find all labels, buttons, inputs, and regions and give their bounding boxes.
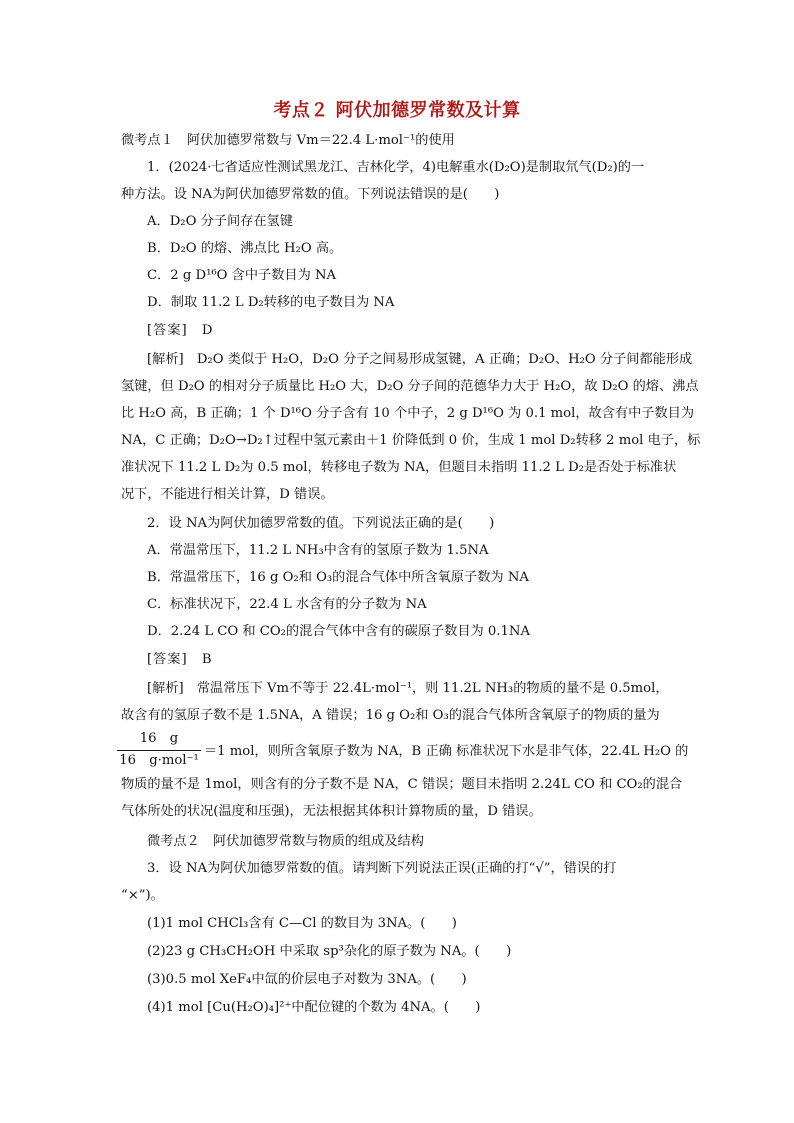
question-1-stem: 1．(2024·七省适应性测试黑龙江、吉林化学，4)电解重水(D₂O)是制取氘气(D₂)的一 — [147, 160, 645, 175]
analysis-2-line-1: [解析] 常温常压下 Vm不等于 22.4L·mol⁻¹，则 11.2L NH₃的物质的量不是 0.5mol， — [147, 681, 669, 696]
question-1-stem-cont: 种方法。设 NA为阿伏加德罗常数的值。下列说法错误的是( ) — [121, 187, 500, 202]
question-3-stem: 3．设 NA为阿伏加德罗常数的值。请判断下列说法正误(正确的打“√”，错误的打 — [147, 861, 617, 876]
item-3-1: (1)1 mol CHCl₃含有 C—Cl 的数目为 3NA。( ) — [147, 916, 457, 931]
option-2b: B．常温常压下，16 g O₂和 O₃的混合气体中所含氧原子数为 NA — [147, 570, 529, 585]
analysis-1-line-2: 氢键，但 D₂O 的相对分子质量比 H₂O 大，D₂O 分子间的范德华力大于 H₂O，故 D₂O 的熔、沸点 — [121, 379, 699, 394]
page-title: 考点２ 阿伏加德罗常数及计算 — [273, 100, 521, 121]
section-heading-1: 微考点１ 阿伏加德罗常数与 Vm＝22.4 L·mol⁻¹的使用 — [121, 133, 455, 148]
option-1b: B．D₂O 的熔、沸点比 H₂O 高。 — [147, 241, 343, 256]
answer-1: [答案] D — [147, 323, 214, 338]
question-2-stem: 2．设 NA为阿伏加德罗常数的值。下列说法正确的是( ) — [147, 516, 495, 531]
section-heading-2: 微考点２ 阿伏加德罗常数与物质的组成及结构 — [147, 834, 424, 849]
option-1a: A．D₂O 分子间存在氢键 — [147, 214, 293, 229]
analysis-1-line-3: 比 H₂O 高，B 正确；1 个 D¹⁶O 分子含有 10 个中子，2 g D¹⁶O 为 0.1 mol，故含有中子数目为 — [121, 406, 695, 421]
analysis-2-line-2: 故含有的氢原子数不是 1.5NA，A 错误；16 g O₂和 O₃的混合气体所含氧原子的物质的量为 — [121, 708, 660, 723]
analysis-2-line-4: 物质的量不是 1mol，则含有的分子数不是 NA，C 错误；题目未指明 2.24L CO 和 CO₂的混合 — [121, 777, 683, 792]
analysis-1-line-5: 准状况下 11.2 L D₂为 0.5 mol，转移电子数为 NA，但题目未指明 11.2 L D₂是否处于标准状 — [121, 460, 677, 475]
item-3-4: (4)1 mol [Cu(H₂O)₄]²⁺中配位键的个数为 4NA。( ) — [147, 1000, 481, 1015]
analysis-1-line-4: NA，C 正确；D₂O→D₂↑过程中氢元素由＋1 价降低到 0 价，生成 1 mol D₂转移 2 mol 电子，标 — [121, 433, 701, 448]
analysis-2-line-3: ＝1 mol，则所含氧原子数为 NA，B 正确 标准状况下水是非气体，22.4L H₂O 的 — [204, 744, 689, 759]
item-3-3: (3)0.5 mol XeF₄中氙的价层电子对数为 3NA。( ) — [147, 972, 467, 987]
analysis-1-line-1: [解析] D₂O 类似于 H₂O，D₂O 分子之间易形成氢键，A 正确；D₂O、H₂O 分子间都能形成 — [147, 352, 693, 367]
analysis-2-line-5: 气体所处的状况(温度和压强)，无法根据其体积计算物质的量，D 错误。 — [121, 804, 542, 819]
fraction-numerator: 16 g — [139, 731, 179, 746]
item-3-2: (2)23 g CH₃CH₂OH 中采取 sp³杂化的原子数为 NA。( ) — [147, 944, 512, 959]
question-3-stem-cont: “×”)。 — [121, 888, 164, 903]
analysis-1-line-6: 况下，不能进行相关计算，D 错误。 — [121, 487, 334, 502]
fraction-expression — [117, 730, 201, 772]
answer-2: [答案] B — [147, 652, 213, 667]
fraction-denominator: 16 g·mol⁻¹ — [119, 753, 199, 768]
option-2a: A．常温常压下，11.2 L NH₃中含有的氢原子数为 1.5NA — [147, 543, 489, 558]
option-1d: D．制取 11.2 L D₂转移的电子数目为 NA — [147, 295, 395, 310]
option-2d: D．2.24 L CO 和 CO₂的混合气体中含有的碳原子数目为 0.1NA — [147, 624, 530, 639]
option-1c: C．2 g D¹⁶O 含中子数目为 NA — [147, 268, 337, 283]
fraction-bar — [117, 750, 201, 751]
option-2c: C．标准状况下，22.4 L 水含有的分子数为 NA — [147, 597, 427, 612]
